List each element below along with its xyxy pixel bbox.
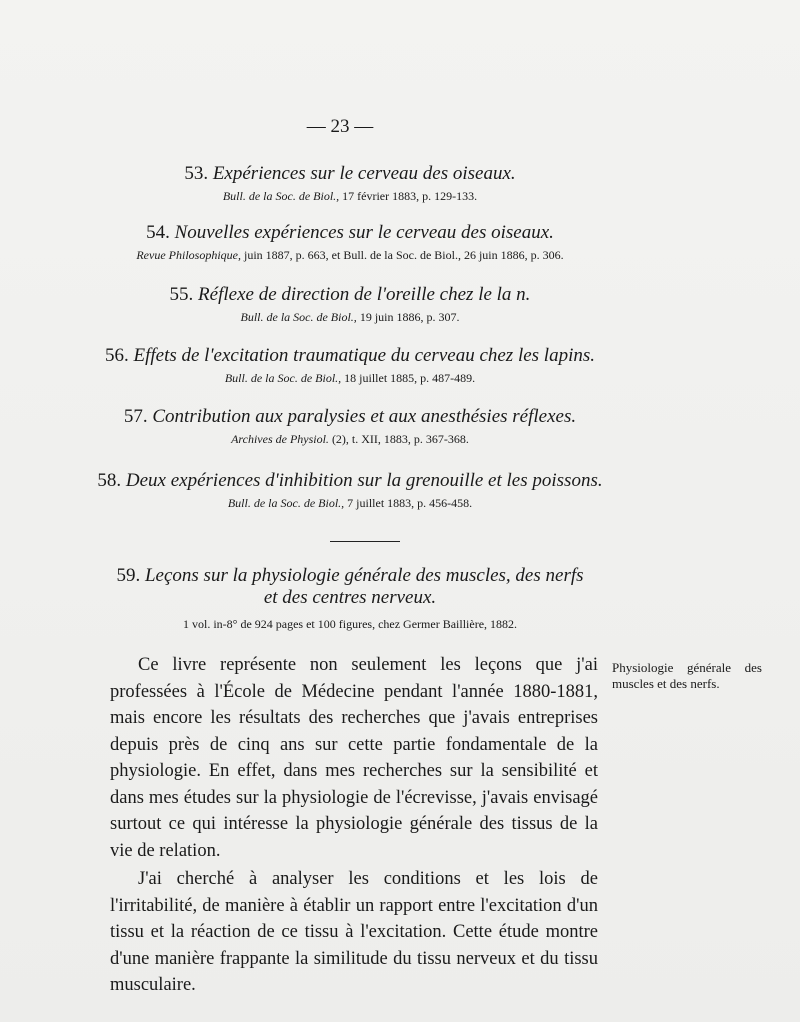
bibliography-entry: [80, 470, 620, 511]
entry-title-line: Leçons sur la physiologie générale des muscles, des nerfs: [144, 565, 584, 586]
citation-journal: Bull. de la Soc. de Biol.,: [227, 496, 345, 510]
bibliography-entry-59: [80, 565, 620, 632]
entry-title-text: Contribution aux paralysies et aux anesthésies réflexes.: [152, 406, 577, 427]
entry-title: [80, 222, 620, 244]
section-divider: [330, 541, 400, 542]
entry-title: [80, 163, 620, 185]
entry-title: [80, 470, 620, 492]
citation-journal: Bull. de la Soc. de Biol.,: [224, 371, 342, 385]
entry-title-text: Réflexe de direction de l'oreille chez le la n.: [198, 284, 531, 305]
citation-details: juin 1887, p. 663, et Bull. de la Soc. de Biol., 26 juin 1886, p. 306.: [240, 248, 564, 262]
citation-details: 18 juillet 1885, p. 487-489.: [341, 371, 476, 385]
entry-number: 55.: [169, 284, 194, 305]
entry-citation: 1 vol. in-8° de 924 pages et 100 figures, chez Germer Baillière, 1882.: [182, 617, 518, 631]
citation-details: 19 juin 1886, p. 307.: [356, 310, 460, 324]
entry-citation: [80, 496, 620, 511]
citation-journal: Bull. de la Soc. de Biol.,: [240, 310, 357, 324]
citation-journal: Revue Philosophique,: [136, 248, 241, 262]
bibliography-entry: [80, 345, 620, 386]
paragraph: J'ai cherché à analyser les conditions et les lois de l'irritabilité, de manière à établir un rapport entre l'excitation d'un tissu et la réaction de ce tissu à l'excitation. Cette étude montre d'une manière frappante la similitude du tissu nerveux et du tissu musculaire.: [110, 869, 598, 995]
paragraph: Ce livre représente non seulement les leçons que j'ai professées à l'École de Médecine pendant l'année 1880-1881, mais encore les résultats des recherches que j'avais entreprises depuis près de cinq ans sur cette partie fondamentale de la physiologie. En effet, dans mes recherches sur la sensibilité et dans mes études sur la physiologie de l'écrevisse, j'avais envisagé surtout ce qui intéresse la physiologie générale des tissus de la vie de relation.: [110, 655, 598, 861]
entry-title-line-2: et des centres nerveux.: [263, 587, 437, 608]
entry-title: [80, 284, 620, 306]
body-text: [110, 652, 598, 999]
entry-number: 59.: [116, 565, 141, 586]
margin-note: Physiologie générale des muscles et des nerfs.: [612, 660, 762, 691]
entry-citation: [80, 371, 620, 386]
bibliography-entry: [80, 284, 620, 325]
entry-number: 58.: [97, 470, 122, 491]
entry-number: 54.: [146, 222, 170, 243]
page-number: — 23 —: [306, 116, 374, 137]
citation-journal: Bull. de la Soc. de Biol.,: [222, 189, 340, 203]
entry-citation: [80, 248, 620, 263]
citation-details: (2), t. XII, 1883, p. 367-368.: [328, 432, 469, 446]
entry-title-text: Effets de l'excitation traumatique du cerveau chez les lapins.: [133, 345, 596, 366]
entry-title-text: Nouvelles expériences sur le cerveau des oiseaux.: [174, 222, 554, 243]
entry-number: 56.: [104, 345, 129, 366]
citation-details: 17 février 1883, p. 129-133.: [339, 189, 478, 203]
entry-title-text: Deux expériences d'inhibition sur la grenouille et les poissons.: [125, 470, 603, 491]
entry-number: 57.: [123, 406, 148, 427]
citation-journal: Archives de Physiol.: [231, 432, 329, 446]
bibliography-entry: [80, 406, 620, 447]
entry-citation: [80, 310, 620, 325]
bibliography-entry: [80, 222, 620, 263]
entry-title-text: Expériences sur le cerveau des oiseaux.: [212, 163, 516, 184]
entry-title: [80, 406, 620, 428]
entry-title: [80, 565, 620, 587]
citation-details: 7 juillet 1883, p. 456-458.: [344, 496, 473, 510]
bibliography-entry: [80, 163, 620, 204]
entry-citation: [80, 432, 620, 447]
entry-number: 53.: [184, 163, 209, 184]
entry-title: [80, 345, 620, 367]
entry-citation: [80, 189, 620, 204]
